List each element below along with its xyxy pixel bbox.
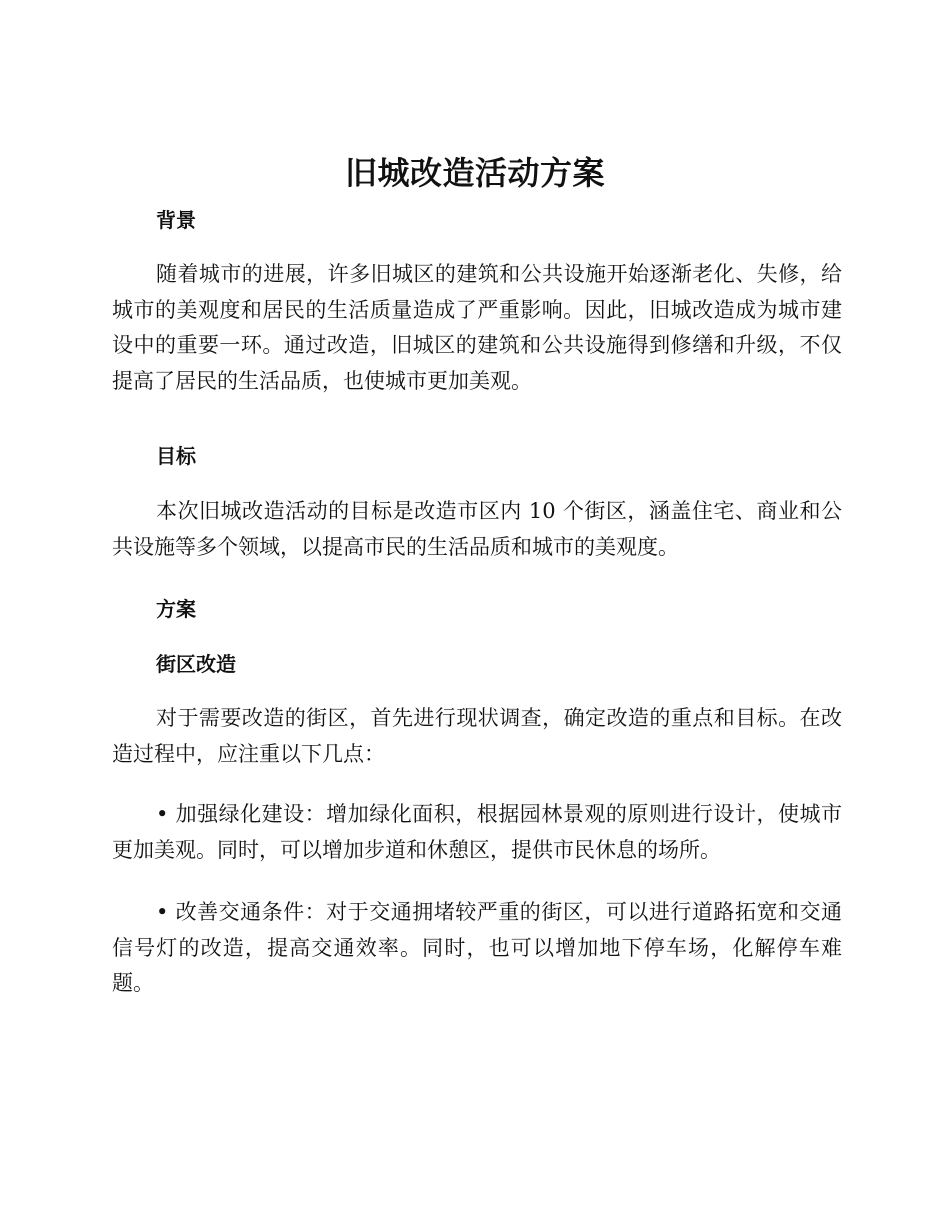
section-heading-plan: 方案 — [156, 597, 196, 621]
section-heading-goal: 目标 — [156, 444, 196, 468]
section-heading-block-renovation: 街区改造 — [156, 652, 236, 676]
background-paragraph: 随着城市的进展，许多旧城区的建筑和公共设施开始逐渐老化、失修，给城市的美观度和居民的生活质量造成了严重影响。因此，旧城改造成为城市建设中的重要一环。通过改造，旧城区的建筑和公共设施得到修缮和升级，不仅提高了居民的生活品质，也使城市更加美观。 — [112, 262, 842, 393]
goal-paragraph: 本次旧城改造活动的目标是改造市区内 10 个街区，涵盖住宅、商业和公共设施等多个领域，以提高市民的生活品质和城市的美观度。 — [112, 499, 842, 559]
traffic-bullet-paragraph: • 改善交通条件：对于交通拥堵较严重的街区，可以进行道路拓宽和交通信号灯的改造，提高交通效率。同时，也可以增加地下停车场，化解停车难题。 — [112, 900, 842, 995]
document-title: 旧城改造活动方案 — [344, 154, 605, 192]
block-renovation-intro-paragraph: 对于需要改造的街区，首先进行现状调查，确定改造的重点和目标。在改造过程中，应注重以下几点： — [112, 706, 842, 766]
greening-bullet-paragraph: • 加强绿化建设：增加绿化面积，根据园林景观的原则进行设计，使城市更加美观。同时，可以增加步道和休憩区，提供市民休息的场所。 — [112, 802, 842, 862]
section-heading-background: 背景 — [156, 208, 196, 232]
